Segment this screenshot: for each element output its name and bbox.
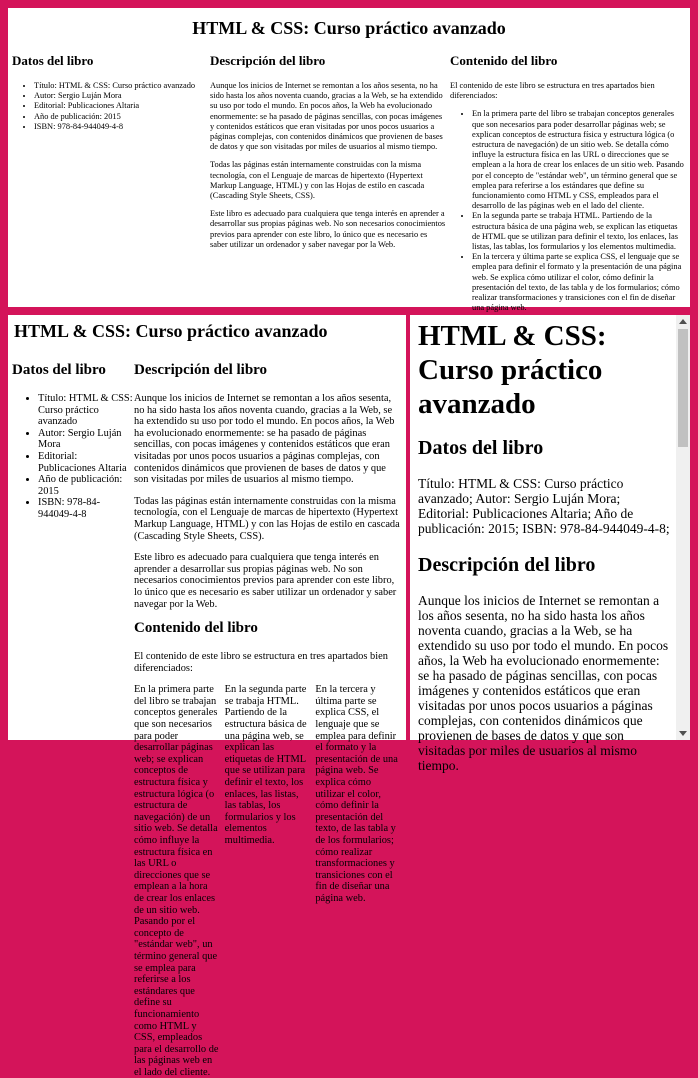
datos-heading: Datos del libro [418, 437, 544, 459]
datos-section [12, 53, 210, 313]
page-title: HTML & CSS: Curso práctico avanzado [192, 18, 506, 38]
paragraph: Aunque los inicios de Internet se remontan a los años sesenta, no ha sido hasta los años noventa cuando, gracias a la Web, se ha extendido su uso por todo el mundo. En pocos años, la Web ha evolucionado enormemente: se ha pasado de páginas sencillas, con pocas imágenes y contenidos estáticos que eran visitadas por unos pocos usuarios a páginas complejas, con contenidos dinámicos que provienen de bases de datos y que son visitadas por miles de usuarios al mismo tiempo. [210, 81, 443, 152]
tablet-preview [8, 315, 406, 1078]
paragraph: En la primera parte del libro se trabajan conceptos generales que son necesarios para poder desarrollar páginas web; se explican conceptos de estructura física y estructura lógica (o estructura de navegación) de un sitio web. Se detalla cómo influye la estructura física en las URL o direcciones que se emplean a la hora de crear los enlaces de un sitio web. Pasando por el concepto de "estándar web", un término general que se emplea para referirse a los estándares que define su funcionamiento como HTML y CSS, empleados para el desarrollo de las páginas web en el lado del cliente. [134, 684, 219, 1078]
paragraph: Todas las páginas están internamente construidas con la misma tecnología, con el Lenguaje de marcas de hipertexto (Hypertext Markup Language, HTML) y con las Hojas de estilo en cascada (Cascading Style Sheets, CSS). [210, 160, 425, 201]
contenido-heading: Contenido del libro [134, 620, 258, 637]
list-item: • ISBN: 978-84-944049-4-8 [34, 122, 210, 132]
list-item: • Autor: Sergio Luján Mora [34, 91, 210, 101]
list-item: • Título: HTML & CSS: Curso práctico avanzado [34, 81, 210, 91]
list-item: • Título: HTML & CSS: Curso práctico avanzado [38, 393, 134, 428]
page-title: HTML & CSS: Curso práctico avanzado [14, 321, 328, 341]
desktop-preview [8, 8, 690, 313]
page-title: HTML & CSS: Curso práctico avanzado [418, 320, 607, 420]
paragraph: Aunque los inicios de Internet se remontan a los años sesenta, no ha sido hasta los años noventa cuando, gracias a la Web, se ha extendido su uso por todo el mundo. En pocos años, la Web ha evolucionado enormemente: se ha pasado de páginas sencillas, con pocas imágenes y contenidos estáticos que eran visitadas por unos pocos usuarios a páginas complejas, con contenidos dinámicos que provienen de bases de datos y que son visitadas por miles de usuarios al mismo tiempo. [418, 593, 669, 773]
paragraph: El contenido de este libro se estructura en tres apartados bien diferenciados: [450, 81, 655, 101]
paragraph: Este libro es adecuado para cualquiera que tenga interés en aprender a desarrollar sus propias páginas web. No son necesarios conocimientos previos para aprender con este libro, lo único que es necesario es saber utilizar un ordenador y saber navegar por la Web. [210, 209, 446, 249]
list-item: • Editorial: Publicaciones Altaria [34, 101, 210, 111]
datos-list [12, 81, 210, 132]
descripcion-heading: Descripción del libro [418, 554, 596, 576]
datos-list [12, 393, 134, 521]
main-column [134, 362, 406, 1078]
mobile-preview [410, 315, 690, 773]
list-item: • ISBN: 978-84-944049-4-8 [38, 497, 134, 520]
datos-heading: Datos del libro [12, 53, 94, 68]
descripcion-heading: Descripción del libro [210, 53, 326, 68]
contenido-columns [134, 684, 400, 1078]
datos-heading: Datos del libro [12, 362, 106, 378]
paragraph: En la tercera y última parte se explica CSS, el lenguaje que se emplea para definir el formato y la presentación de una página web. Se explica cómo utilizar el color, cómo definir la presentación del texto, de las tabla y de los formularios; cómo realizar transformaciones y transiciones con el fin de diseñar una página web. [315, 684, 398, 904]
contenido-list [450, 109, 686, 313]
scrollbar-thumb[interactable] [678, 329, 688, 447]
datos-paragraph: Título: HTML & CSS: Curso práctico avanzado; Autor: Sergio Luján Mora; Editorial: Publicaciones Altaria; Año de publicación: 2015; ISBN: 978-84-944049-4-8; [418, 476, 670, 536]
list-item: • En la segunda parte se trabaja HTML. Partiendo de la estructura básica de una página web, se explican las etiquetas de HTML que se utilizan para definir el texto, los enlaces, las listas, las tablas, los formularios y los elementos multimedia. [472, 211, 686, 252]
contenido-heading: Contenido del libro [450, 53, 558, 68]
list-item: • En la primera parte del libro se trabajan conceptos generales que son necesarios para poder desarrollar páginas web; se explican conceptos de estructura física y estructura lógica (o estructura de navegación) de un sitio web. Se detalla cómo influye la estructura física en las URL o direcciones que se emplean a la hora de crear los enlaces de un sitio web. Pasando por el concepto de "estándar web", un término general que se emplea para referirse a los estándares que define su funcionamiento como HTML y CSS, empleados para el desarrollo de las páginas web en el lado del cliente. [472, 109, 686, 211]
scroll-down-arrow-icon[interactable] [679, 731, 687, 736]
list-item: • Año de publicación: 2015 [38, 474, 134, 497]
paragraph: En la segunda parte se trabaja HTML. Partiendo de la estructura básica de una página web, se explican las etiquetas de HTML que se utilizan para definir el texto, los enlaces, las listas, las tablas, los formularios y los elementos multimedia. [224, 684, 307, 846]
list-item: • Editorial: Publicaciones Altaria [38, 451, 134, 474]
list-item: • Año de publicación: 2015 [34, 112, 210, 122]
datos-section [8, 362, 134, 1078]
list-item: • En la tercera y última parte se explica CSS, el lenguaje que se emplea para definir el formato y la presentación de una página web. Se explica cómo utilizar el color, cómo definir la presentación del texto, de las tabla y de los formularios; cómo realizar transformaciones y transiciones con el fin de diseñar una página web. [472, 252, 686, 313]
paragraph: El contenido de este libro se estructura en tres apartados bien diferenciados: [134, 651, 388, 674]
contenido-section [450, 53, 686, 313]
vertical-scrollbar[interactable] [676, 315, 690, 740]
paragraph: Aunque los inicios de Internet se remontan a los años sesenta, no ha sido hasta los años noventa cuando, gracias a la Web, se ha extendido su uso por todo el mundo. En pocos años, la Web ha evolucionado enormemente: se ha pasado de páginas sencillas, con pocas imágenes y contenidos estáticos que eran visitadas por unos pocos usuarios a páginas complejas, con contenidos dinámicos que provienen de bases de datos y que son visitadas por miles de usuarios al mismo tiempo. [134, 393, 395, 486]
mobile-content [410, 315, 679, 773]
paragraph: Este libro es adecuado para cualquiera que tenga interés en aprender a desarrollar sus propias páginas web. No son necesarios conocimientos previos para aprender con este libro, lo único que es necesario es saber utilizar un ordenador y saber navegar por la Web. [134, 552, 397, 610]
descripcion-section [210, 53, 450, 313]
paragraph: Todas las páginas están internamente construidas con la misma tecnología, con el Lenguaje de marcas de hipertexto (Hypertext Markup Language, HTML) y con las Hojas de estilo en cascada (Cascading Style Sheets, CSS). [134, 495, 400, 542]
descripcion-heading: Descripción del libro [134, 362, 268, 378]
scroll-up-arrow-icon[interactable] [679, 319, 687, 324]
list-item: • Autor: Sergio Luján Mora [38, 428, 134, 451]
